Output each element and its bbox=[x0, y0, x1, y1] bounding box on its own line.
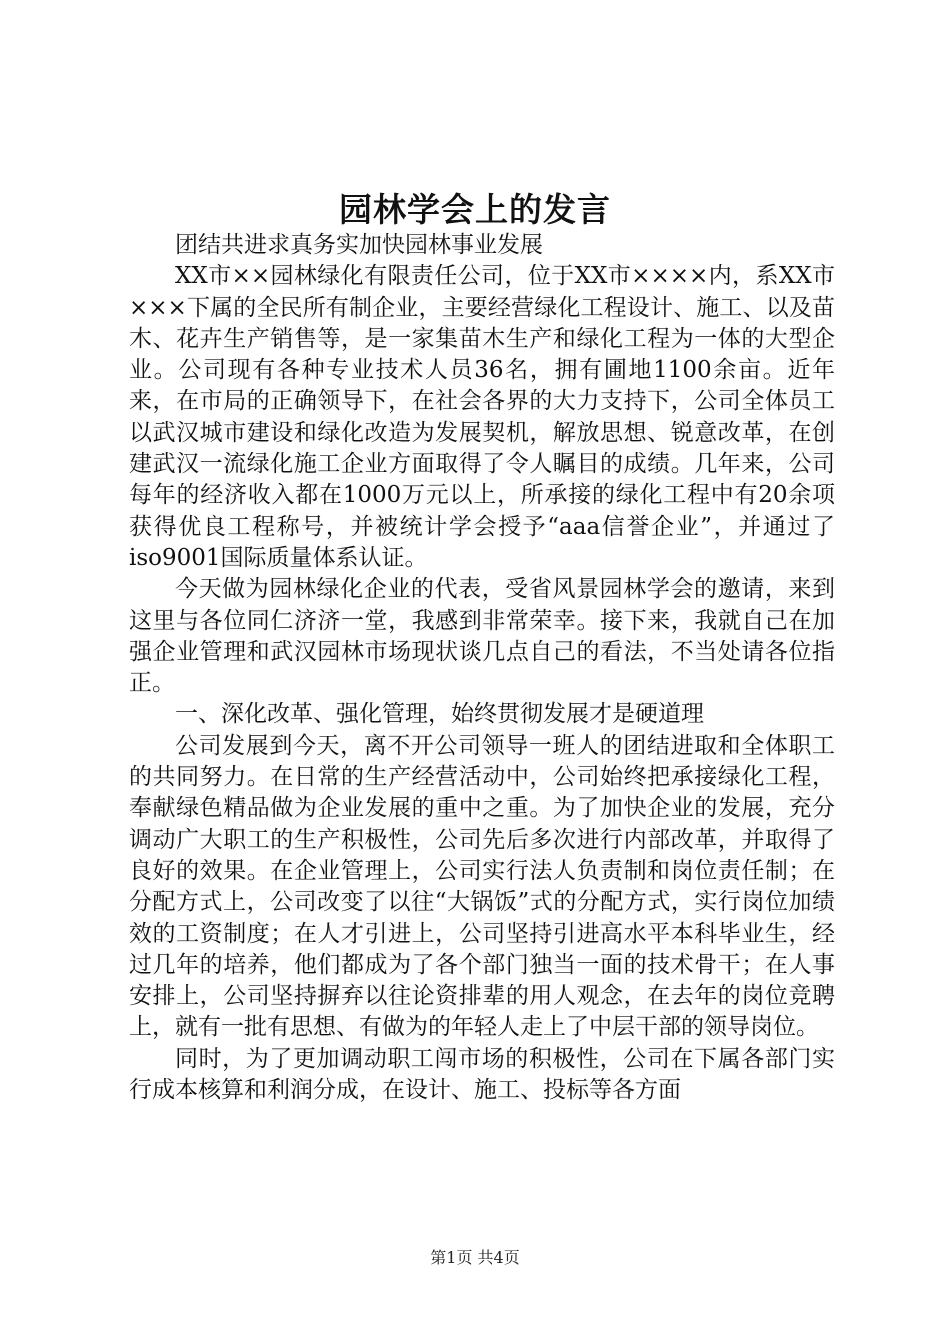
body-paragraph: 今天做为园林绿化企业的代表，受省风景园林学会的邀请，来到这里与各位同仁济济一堂，我感到非常荣幸。接下来，我就自己在加强企业管理和武汉园林市场现状谈几点自己的看法，不当处请各位指正。 bbox=[129, 576, 835, 697]
page-number-footer: 第1页 共4页 bbox=[430, 1248, 520, 1267]
body-paragraph: 同时，为了更加调动职工闯市场的积极性，公司在下属各部门实行成本核算和利润分成，在设计、施工、投标等各方面 bbox=[129, 1045, 835, 1104]
body-paragraph: 公司发展到今天，离不开公司领导一班人的团结进取和全体职工的共同努力。在日常的生产经营活动中，公司始终把承接绿化工程，奉献绿色精品做为企业发展的重中之重。为了加快企业的发展，充分调动广大职工的生产积极性，公司先后多次进行内部改革，并取得了良好的效果。在企业管理上，公司实行法人负责制和岗位责任制；在分配方式上，公司改变了以往“大锅饭”式的分配方式，实行岗位加绩效的工资制度；在人才引进上，公司坚持引进高水平本科毕业生，经过几年的培养，他们都成为了各个部门独当一面的技术骨干；在人事安排上，公司坚持摒弃以往论资排辈的用人观念，在去年的岗位竞聘上，就有一批有思想、有做为的年轻人走上了中层干部的领导岗位。 bbox=[129, 732, 835, 1041]
subtitle-paragraph: 团结共进求真务实加快园林事业发展 bbox=[175, 232, 543, 258]
document-title: 园林学会上的发言 bbox=[339, 190, 611, 229]
section-heading: 一、深化改革、强化管理，始终贯彻发展才是硬道理 bbox=[175, 701, 704, 728]
body-paragraph: XX市××园林绿化有限责任公司，位于XX市××××内，系XX市×××下属的全民所有制企业，主要经营绿化工程设计、施工、以及苗木、花卉生产销售等，是一家集苗木生产和绿化工程为一体的大型企业。公司现有各种专业技术人员36名，拥有圃地1100余亩。近年来，在市局的正确领导下，在社会各界的大力支持下，公司全体员工以武汉城市建设和绿化改造为发展契机，解放思想、锐意改革，在创建武汉一流绿化施工企业方面取得了令人瞩目的成绩。几年来，公司每年的经济收入都在1000万元以上，所承接的绿化工程中有20余项获得优良工程称号，并被统计学会授予“aaa信誉企业”，并通过了iso9001国际质量体系认证。 bbox=[129, 263, 835, 571]
document-body bbox=[129, 230, 835, 1106]
